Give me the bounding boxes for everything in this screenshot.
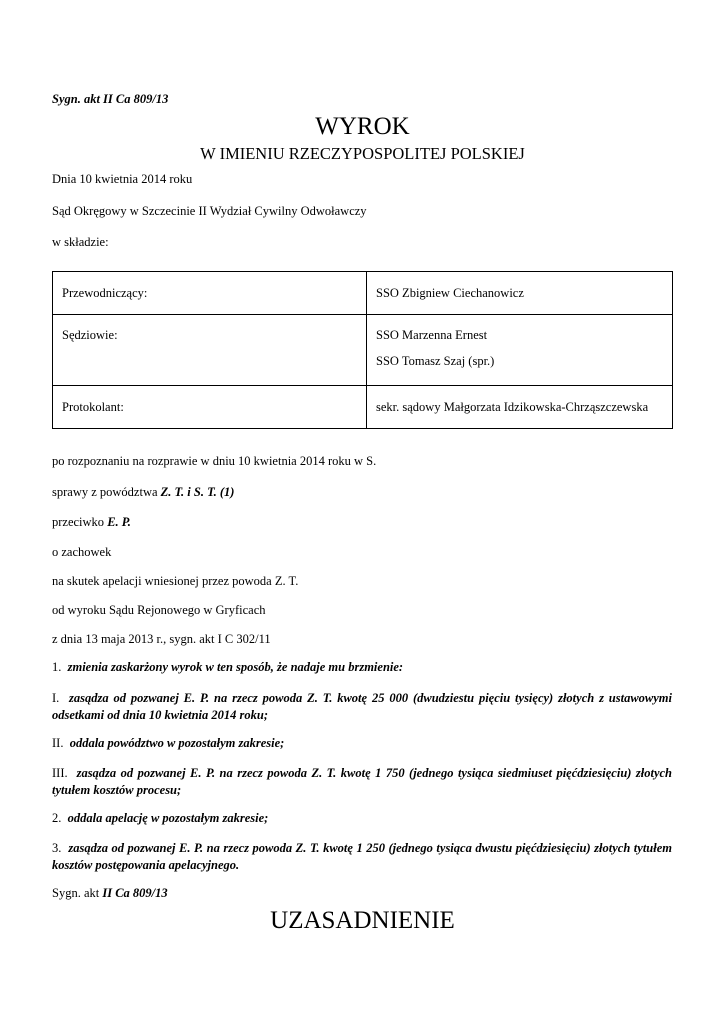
item-number: I.	[52, 691, 60, 705]
item-text: oddala powództwo w pozostałym zakresie;	[69, 736, 285, 750]
item-text: zmienia zaskarżony wyrok w ten sposób, że nadaje mu brzmienie:	[67, 660, 404, 674]
from-judgment-line: od wyroku Sądu Rejonowego w Gryficach	[52, 603, 266, 617]
footer-signature	[52, 886, 168, 901]
ruling-item-3	[52, 840, 672, 874]
court-name: Sąd Okręgowy w Szczecinie II Wydział Cywilny Odwoławczy	[52, 204, 367, 218]
panel-name: SSO Marzenna Ernest	[376, 328, 488, 342]
item-number: 3.	[52, 841, 62, 855]
panel-name: sekr. sądowy Małgorzata Idzikowska-Chrząszczewska	[376, 400, 649, 414]
composition-label: w składzie:	[52, 235, 109, 249]
ruling-subitem-III	[52, 765, 672, 799]
against-line	[52, 515, 131, 530]
panel-role: Przewodniczący:	[62, 286, 148, 300]
signature-value: II Ca 809/13	[102, 886, 168, 900]
table-row	[53, 315, 673, 386]
ruling-item-2	[52, 811, 268, 826]
item-number: III.	[52, 766, 68, 780]
panel-name: SSO Tomasz Szaj (spr.)	[376, 354, 495, 368]
panel-name: SSO Zbigniew Ciechanowicz	[376, 286, 524, 300]
panel-role: Sędziowie:	[62, 328, 118, 342]
item-number: 2.	[52, 811, 62, 825]
case-line	[52, 485, 234, 500]
table-row	[53, 272, 673, 315]
judgment-date: Dnia 10 kwietnia 2014 roku	[52, 172, 193, 186]
ruling-subitem-II	[52, 736, 284, 751]
plaintiffs: Z. T. i S. T. (1)	[160, 485, 235, 499]
panel-role: Protokolant:	[62, 400, 124, 414]
case-signature: Sygn. akt II Ca 809/13	[52, 92, 169, 106]
hearing-line: po rozpoznaniu na rozprawie w dniu 10 kwietnia 2014 roku w S.	[52, 454, 377, 468]
item-number: 1.	[52, 660, 62, 674]
item-text: oddala apelację w pozostałym zakresie;	[67, 811, 269, 825]
item-text: zasądza od pozwanej E. P. na rzecz powoda Z. T. kwotę 25 000 (dwudziestu pięciu tysięcy) złotych z ustawowymi odsetkami od dnia 10 kwietnia 2014 roku;	[52, 691, 673, 722]
document-subtitle: W IMIENIU RZECZYPOSPOLITEJ POLSKIEJ	[200, 144, 525, 163]
defendant: E. P.	[107, 515, 131, 529]
court-panel-table	[52, 271, 673, 429]
item-number: II.	[52, 736, 64, 750]
signature-prefix: Sygn. akt	[52, 886, 103, 900]
case-prefix: sprawy z powództwa	[52, 485, 161, 499]
appeal-line: na skutek apelacji wniesionej przez powoda Z. T.	[52, 574, 299, 588]
against-prefix: przeciwko	[52, 515, 108, 529]
judgment-date-line: z dnia 13 maja 2013 r., sygn. akt I C 302/11	[52, 632, 271, 646]
table-row	[53, 386, 673, 429]
justification-heading: UZASADNIENIE	[270, 907, 455, 934]
ruling-subitem-I	[52, 690, 672, 724]
subject-line: o zachowek	[52, 545, 112, 559]
item-text: zasądza od pozwanej E. P. na rzecz powoda Z. T. kwotę 1 750 (jednego tysiąca siedmiuset pięćdziesięciu) złotych tytułem kosztów procesu;	[52, 766, 673, 797]
document-title: WYROK	[315, 113, 410, 140]
item-text: zasądza od pozwanej E. P. na rzecz powoda Z. T. kwotę 1 250 (jednego tysiąca dwustu pięćdziesięciu) złotych tytułem kosztów postępowania apelacyjnego.	[52, 841, 673, 872]
ruling-item-1	[52, 660, 403, 675]
